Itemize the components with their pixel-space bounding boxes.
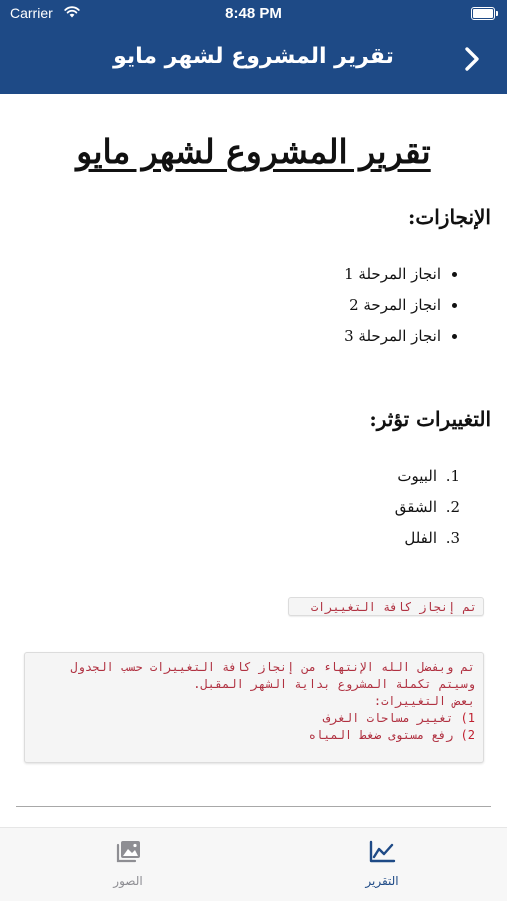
carrier-label: Carrier <box>10 5 53 21</box>
list-item: 1. البيوت <box>395 461 441 492</box>
photos-icon <box>114 840 142 864</box>
tab-label: التقرير <box>365 874 399 888</box>
status-time: 8:48 PM <box>225 5 282 22</box>
code-line: وسيتم تكملة المشروع بداية الشهر المقبل. <box>193 677 475 691</box>
document-title: تقرير المشروع لشهر مايو <box>76 132 431 171</box>
status-bar <box>0 0 507 28</box>
tab-label: الصور <box>113 874 143 888</box>
achievements-list <box>344 259 491 352</box>
code-line-text: تغيير مساحات الغرف <box>323 711 454 725</box>
code-block <box>24 652 484 763</box>
report-content[interactable] <box>0 94 507 827</box>
code-line-numbered <box>33 727 475 744</box>
chart-line-icon <box>368 840 396 864</box>
tab-report[interactable] <box>322 840 442 889</box>
list-item: • انجاز المرحلة 3 <box>344 321 441 352</box>
list-item: 2. الشقق <box>395 492 441 523</box>
chevron-right-icon <box>464 46 480 72</box>
tab-bar <box>0 827 507 901</box>
code-line-numbered <box>33 710 475 727</box>
code-line: تم وبفضل الله الإنتهاء من إنجاز كافة التغييرات حسب الجدول <box>70 660 475 674</box>
code-line: بعض التغييرات: <box>373 694 475 708</box>
back-button[interactable] <box>455 42 489 76</box>
code-line-number: 2) <box>460 728 475 742</box>
code-line-number: 1) <box>460 711 475 725</box>
list-item: • انجاز المرحلة 1 <box>344 259 441 290</box>
list-item: 3. الفلل <box>395 523 441 554</box>
nav-title: تقرير المشروع لشهر مايو <box>113 44 394 69</box>
battery-icon <box>471 7 495 20</box>
code-line-text: رفع مستوى ضغط المياه <box>308 728 454 742</box>
tab-photos[interactable] <box>68 840 188 889</box>
changes-heading: التغييرات تؤثر: <box>369 407 491 431</box>
list-item: • انجاز المرحة 2 <box>344 290 441 321</box>
achievements-heading: الإنجازات: <box>408 205 491 229</box>
changes-list <box>395 461 491 554</box>
inline-code: تم إنجاز كافة التغييرات <box>288 597 484 616</box>
nav-header <box>0 0 507 94</box>
divider <box>16 806 491 807</box>
